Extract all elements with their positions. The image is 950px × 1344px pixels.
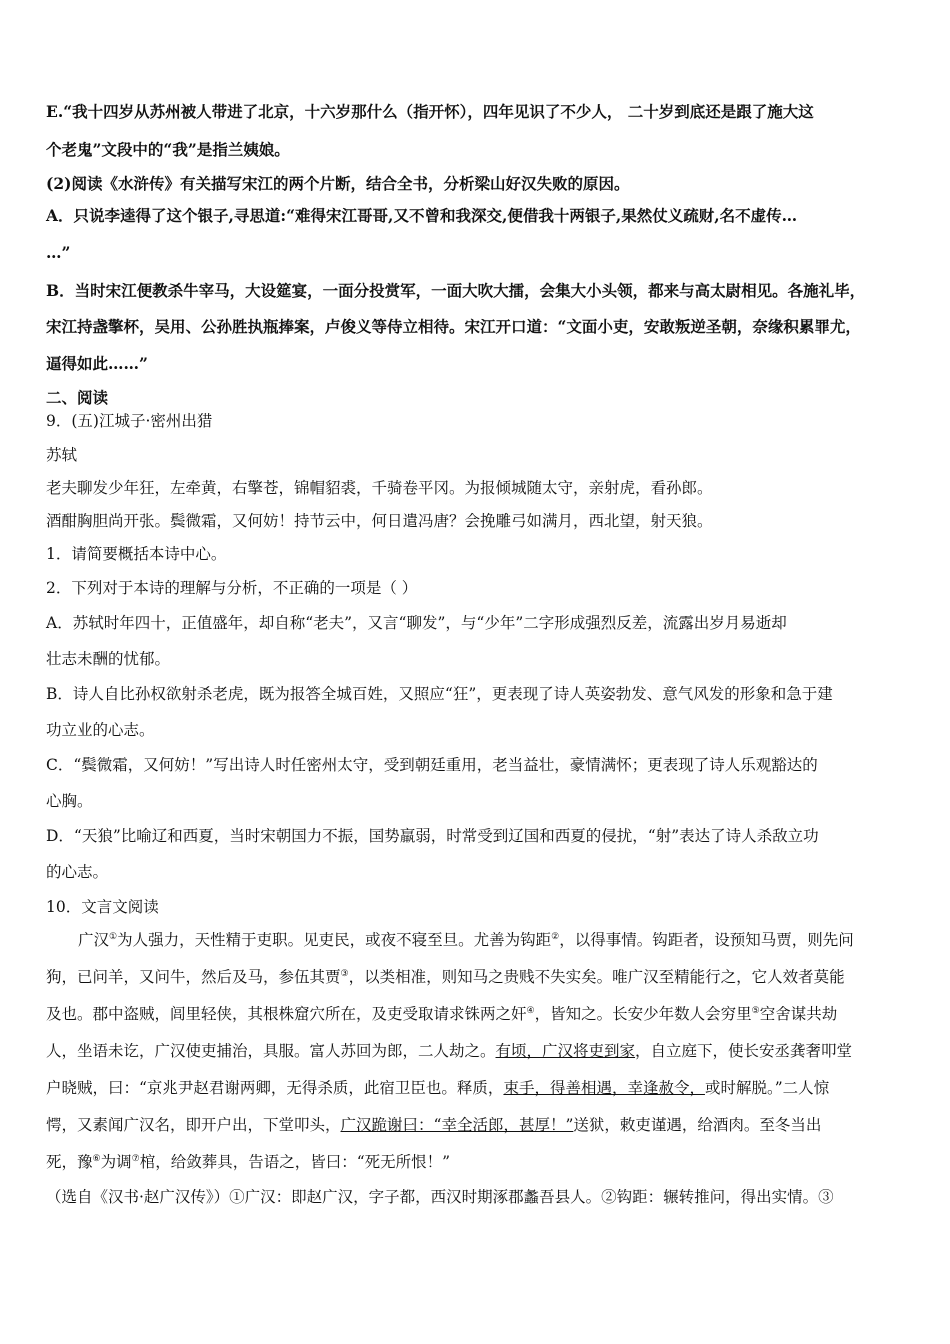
underlined-sentence-1: 有顷，广汉将吏到家 bbox=[495, 1042, 636, 1060]
question-2-prompt: (2)阅读《水浒传》有关描写宋江的两个片断，结合全书，分析梁山好汉失败的原因。 bbox=[46, 174, 630, 193]
option-d-line-2: 的心志。 bbox=[46, 863, 109, 881]
option-a-line-1: A．苏轼时年四十，正值盛年，却自称“老夫”，又言“聊发”，与“少年”二字形成强烈反差，流露出岁月易逝却 bbox=[46, 614, 787, 632]
question-9-title: 9．(五)江城子·密州出猎 bbox=[46, 412, 213, 430]
option-d-line-1: D．“天狼”比喻辽和西夏，当时宋朝国力不振，国势羸弱，时常受到辽国和西夏的侵扰，“射”表达了诗人杀敌立功 bbox=[46, 827, 819, 845]
footnote-ref-7: ⑦ bbox=[131, 1153, 140, 1164]
excerpt-b-line-2: 宋江持盏擎杯，吴用、公孙胜执瓶捧案，卢俊义等侍立相待。宋江开口道：“文面小吏，安敢叛逆圣朝，奈缘积累罪尤， bbox=[46, 317, 861, 336]
footnote-ref-2: ② bbox=[551, 931, 560, 942]
underlined-sentence-2: 束手，得善相遇，幸逢赦令， bbox=[503, 1079, 705, 1097]
option-b-line-2: 功立业的心志。 bbox=[46, 721, 155, 739]
poem-line-2: 酒酣胸胆尚开张。鬓微霜，又何妨！持节云中，何日遣冯唐？会挽雕弓如满月，西北望，射天狼。 bbox=[46, 512, 713, 530]
section-heading: 二、阅读 bbox=[46, 388, 109, 407]
footnote-ref-6: ⑥ bbox=[92, 1153, 101, 1164]
option-b-line-1: B．诗人自比孙权欲射杀老虎，既为报答全城百姓，又照应“狂”，更表现了诗人英姿勃发、意气风发的形象和急于建 bbox=[46, 685, 833, 703]
option-e-line-1: E.“我十四岁从苏州被人带进了北京，十六岁那什么（指开怀），四年见识了不少人， 二十岁到底还是跟了施大这 bbox=[46, 102, 814, 121]
passage-line-5: 户晓贼，曰：“京兆尹赵君谢两卿，无得杀质，此宿卫臣也。释质，束手，得善相遇，幸逢赦令，或时解脱。”二人惊 bbox=[46, 1079, 830, 1097]
footnote-ref-1: ① bbox=[109, 931, 118, 942]
passage-line-2: 狗，已问羊，又问牛，然后及马，参伍其贾③，以类相准，则知马之贵贱不失实矣。唯广汉至精能行之，它人效者莫能 bbox=[46, 968, 845, 986]
excerpt-b-line-1: B．当时宋江便教杀牛宰马，大设筵宴，一面分投赏军，一面大吹大擂，会集大小头领，都来与高太尉相见。各施礼毕， bbox=[46, 281, 866, 300]
option-a-line-2: 壮志未酬的忧郁。 bbox=[46, 650, 171, 668]
footnote-ref-3: ③ bbox=[340, 968, 349, 979]
passage-line-6: 愕，又素闻广汉名，即开户出，下堂叩头，广汉跪谢曰：“幸全活郎，甚厚！”送狱，敕吏谨遇，给酒肉。至冬当出 bbox=[46, 1116, 822, 1134]
passage-notes: （选自《汉书·赵广汉传》）①广汉：即赵广汉，字子都，西汉时期涿郡蠡吾县人。②钩距：辗转推问，得出实情。③ bbox=[46, 1188, 834, 1206]
underlined-sentence-3: 广汉跪谢曰：“幸全活郎，甚厚！” bbox=[340, 1116, 574, 1134]
passage-line-4: 人，坐语未讫，广汉使吏捕治，具服。富人苏回为郎，二人劫之。有顷，广汉将吏到家，自立庭下，使长安丞龚奢叩堂 bbox=[46, 1042, 853, 1060]
passage-line-1: 广汉①为人强力，天性精于吏职。见吏民，或夜不寝至旦。尤善为钩距②，以得事情。钩距者，设预知马贾，则先问 bbox=[78, 931, 854, 949]
option-c-line-2: 心胸。 bbox=[46, 792, 93, 810]
excerpt-a-line-2: …” bbox=[46, 243, 71, 262]
excerpt-a-line-1: A．只说李逵得了这个银子,寻思道:“难得宋江哥哥,又不曾和我深交,便借我十两银子,果然仗义疏财,名不虚传… bbox=[46, 206, 798, 225]
question-10-title: 10．文言文阅读 bbox=[46, 898, 159, 916]
option-c-line-1: C．“鬓微霜，又何妨！”写出诗人时任密州太守，受到朝廷重用，老当益壮，豪情满怀；更表现了诗人乐观豁达的 bbox=[46, 756, 818, 774]
sub-question-2: 2．下列对于本诗的理解与分析，不正确的一项是（ ） bbox=[46, 579, 418, 597]
poem-line-1: 老夫聊发少年狂，左牵黄，右擎苍，锦帽貂裘，千骑卷平冈。为报倾城随太守，亲射虎，看孙郎。 bbox=[46, 479, 713, 497]
option-e-line-2: 个老鬼”文段中的“我”是指兰姨娘。 bbox=[46, 140, 290, 159]
footnote-ref-4: ④ bbox=[526, 1005, 535, 1016]
footnote-ref-5: ⑤ bbox=[751, 1005, 760, 1016]
sub-question-1: 1．请简要概括本诗中心。 bbox=[46, 545, 227, 563]
passage-line-3: 及也。郡中盗贼，闾里轻侠，其根株窟穴所在，及吏受取请求铢两之奸④，皆知之。长安少年数人会穷里⑤空舍谋共劫 bbox=[46, 1005, 838, 1023]
excerpt-b-line-3: 逼得如此……” bbox=[46, 354, 148, 373]
passage-line-7: 死，豫⑥为调⑦棺，给敛葬具，告语之，皆曰：“死无所恨！” bbox=[46, 1153, 451, 1171]
poem-author: 苏轼 bbox=[46, 446, 78, 464]
